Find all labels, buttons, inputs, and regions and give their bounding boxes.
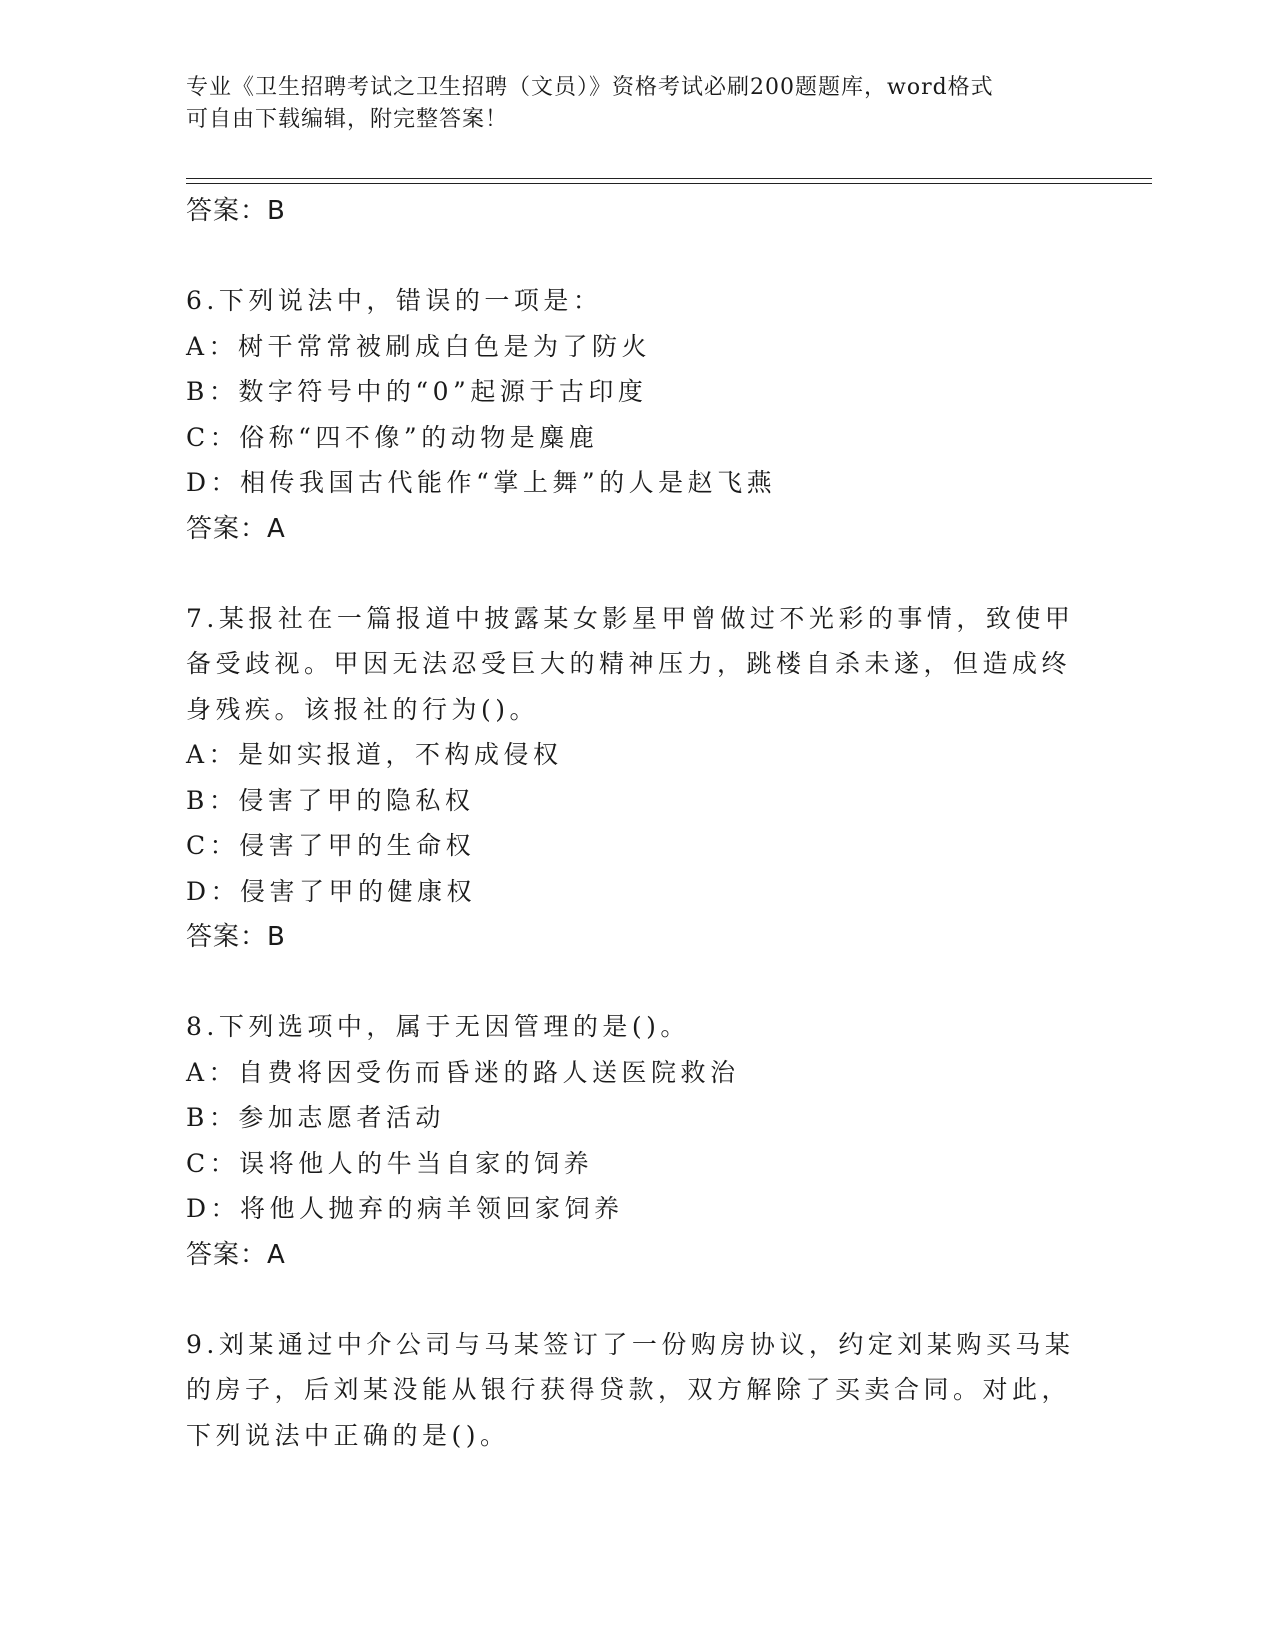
header-rule-bottom [186,183,1152,184]
question-line: C：侵害了甲的生命权 [186,831,476,860]
question-line: B：数字符号中的“0”起源于古印度 [186,377,648,406]
question-line: 9.刘某通过中介公司与马某签订了一份购房协议，约定刘某购买马某 [186,1329,1075,1359]
block-spacer [186,960,1086,1004]
answer-line: 答案：B [186,922,286,952]
block-spacer [186,552,1086,596]
question-line: 6.下列说法中，错误的一项是： [186,286,603,315]
question-line: D：相传我国古代能作“掌上舞”的人是赵飞燕 [186,468,777,497]
answer-line: 答案：B [186,196,286,226]
header-line-1: 专业《卫生招聘考试之卫生招聘（文员）》资格考试必刷200题题库，word格式 [186,75,994,100]
question-line: 的房子，后刘某没能从银行获得贷款，双方解除了买卖合同。对此， [186,1375,1072,1404]
question-line: 7.某报社在一篇报道中披露某女影星甲曾做过不光彩的事情，致使甲 [186,603,1075,633]
question-line: D：侵害了甲的健康权 [186,876,477,906]
question-list [186,188,1086,1458]
answer-line: 答案：A [186,513,286,544]
question-line: A：自费将因受伤而昏迷的路人送医院救治 [186,1057,740,1087]
question-line: D：将他人抛弃的病羊领回家饲养 [186,1194,624,1223]
question-line: 下列说法中正确的是()。 [186,1420,510,1450]
question-line: 身残疾。该报社的行为()。 [186,694,540,724]
question-line: B：参加志愿者活动 [186,1103,445,1132]
block-spacer [186,234,1086,278]
header-rule-top [186,178,1152,179]
question-line: 8.下列选项中，属于无因管理的是()。 [186,1012,690,1041]
question-line: 备受歧视。甲因无法忍受巨大的精神压力，跳楼自杀未遂，但造成终 [186,649,1072,678]
question-line: A：是如实报道，不构成侵权 [186,740,563,769]
question-line: C：俗称“四不像”的动物是麋鹿 [186,422,599,452]
header-line-2: 可自由下载编辑，附完整答案！ [186,107,509,132]
document-header [186,72,1086,136]
question-line: A：树干常常被刷成白色是为了防火 [186,331,652,361]
question-line: B：侵害了甲的隐私权 [186,785,475,815]
answer-line: 答案：A [186,1239,286,1270]
block-spacer [186,1278,1086,1322]
question-line: C：误将他人的牛当自家的饲养 [186,1148,594,1178]
